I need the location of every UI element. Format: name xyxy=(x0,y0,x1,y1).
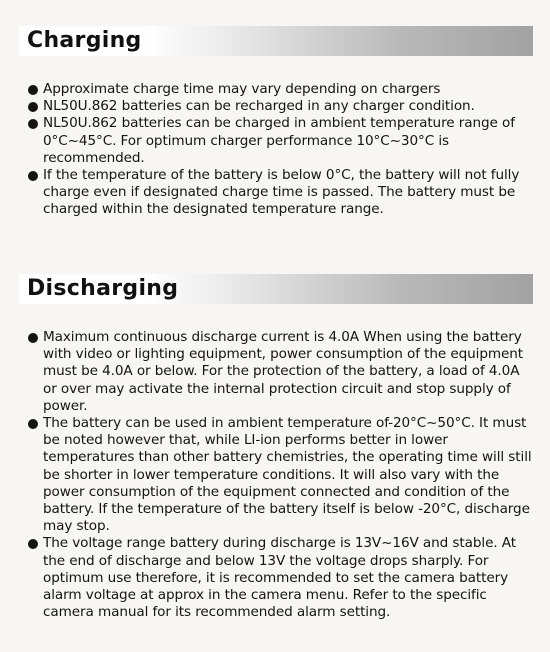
charging-bullet-3 xyxy=(27,115,537,167)
charging-bullet-4 xyxy=(27,167,537,219)
charging-bullet-2-text: NL50U.862 batteries can be recharged in any charger condition. xyxy=(43,98,475,115)
charging-list xyxy=(27,81,537,219)
discharging-bullet-1 xyxy=(27,329,537,415)
bullet-dot-icon xyxy=(28,333,38,343)
bullet-dot-icon xyxy=(28,171,38,181)
bullet-dot-icon xyxy=(28,119,38,129)
discharging-bullet-2-text: The battery can be used in ambient temperature of-20°C~50°C. It must be noted however that, while LI-ion performs better in lower temperatures than other battery chemistries, the operating time will still be shorter in lower temperature conditions. It will also vary with the power consumption of the equipment connected and condition of the battery. If the temperature of the battery itself is below -20°C, discharge may stop. xyxy=(43,415,532,535)
discharging-bullet-3 xyxy=(27,535,537,621)
charging-bullet-3-text: NL50U.862 batteries can be charged in ambient temperature range of 0°C~45°C. For optimum charger performance 10°C~30°C is recommended. xyxy=(43,115,515,166)
discharging-header xyxy=(19,274,533,304)
charging-header xyxy=(19,26,533,56)
charging-bullet-1-text: Approximate charge time may vary depending on chargers xyxy=(43,81,441,97)
bullet-dot-icon xyxy=(28,539,38,549)
discharging-bullet-1-text: Maximum continuous discharge current is 4.0A When using the battery with video or lighting equipment, power consumption of the equipment must be 4.0A or below. For the protection of the battery, a load of 4.0A or over may activate the internal protection circuit and stop supply of power. xyxy=(43,329,524,414)
discharging-bullet-3-text: The voltage range battery during discharge is 13V~16V and stable. At the end of discharge and below 13V the voltage drops sharply. For optimum use therefore, it is recommended to set the camera battery alarm voltage at approx in the camera menu. Refer to the specific camera manual for its recommended alarm setting. xyxy=(43,535,516,621)
bullet-dot-icon xyxy=(28,419,38,429)
charging-title: Charging xyxy=(27,28,142,53)
discharging-bullet-2 xyxy=(27,415,537,535)
charging-bullet-4-text: If the temperature of the battery is below 0°C, the battery will not fully charge even if designated charge time is passed. The battery must be charged within the designated temperature range. xyxy=(43,167,520,218)
charging-bullet-2 xyxy=(27,98,537,115)
bullet-dot-icon xyxy=(28,102,38,112)
charging-bullet-1 xyxy=(27,81,537,98)
discharging-title: Discharging xyxy=(27,276,179,301)
discharging-list xyxy=(27,329,537,621)
bullet-dot-icon xyxy=(28,85,38,95)
